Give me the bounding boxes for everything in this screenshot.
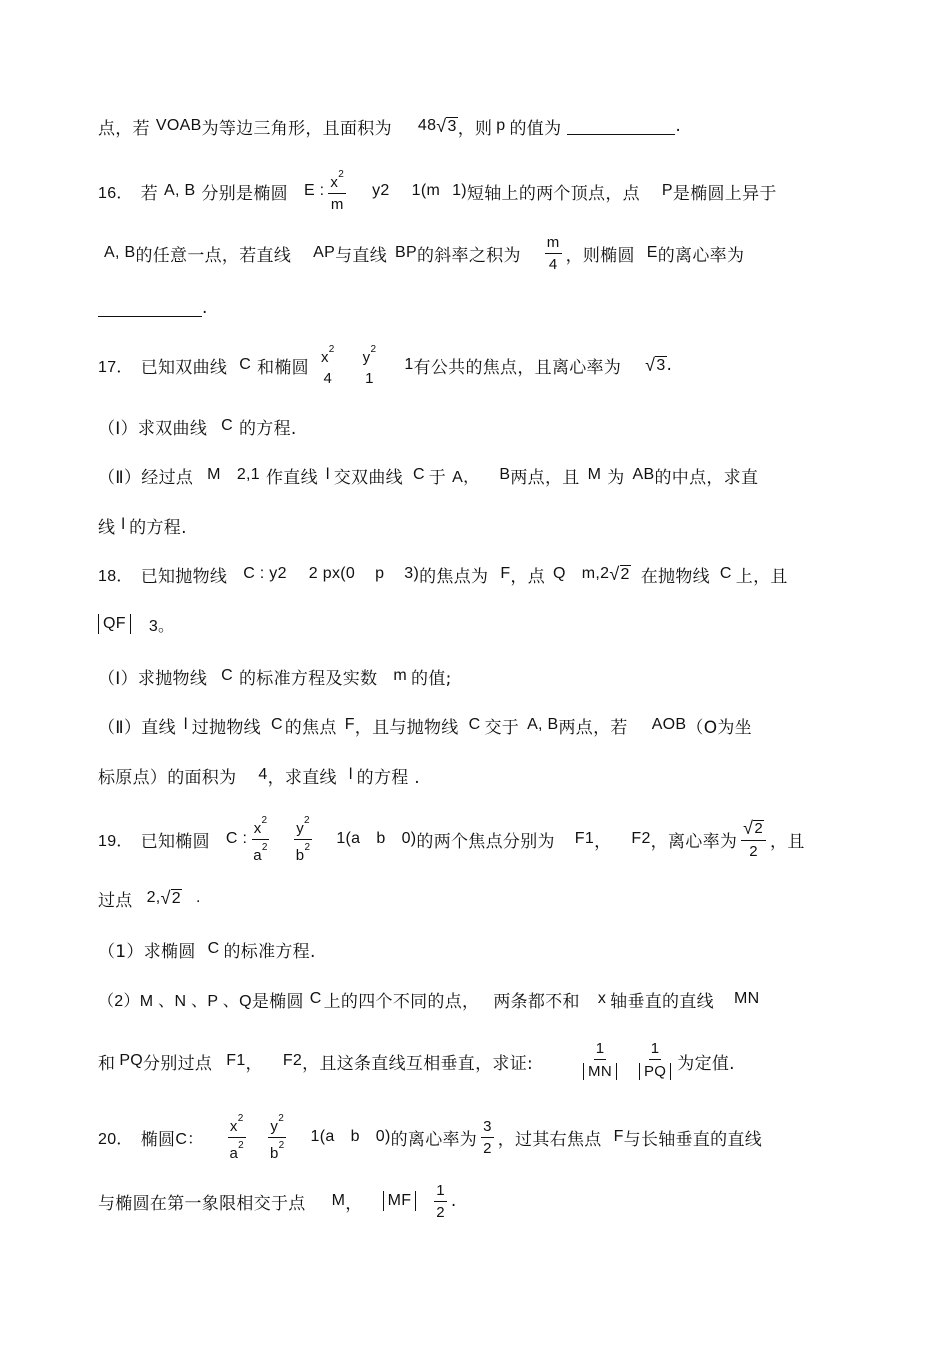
answer-blank xyxy=(567,118,675,135)
fraction: $y^2$ 1 xyxy=(362,343,377,387)
fraction: $\frac{1}{2}$ xyxy=(436,1181,445,1221)
question-18-line2: QF 3。 xyxy=(98,604,850,644)
fraction: $\frac{y^2}{b^2}$ xyxy=(295,814,311,864)
question-19: 19． 已知椭圆 C : $\frac{x^2}{a^2}$ $\frac{y^2}{b^2}$ 1(a b 0) 的两个焦点分别为 F 1 ， F 2 ，离心率为 √ 2 2 ，且 xyxy=(98,814,805,864)
question-18-part1: （Ⅰ）求抛物线 C 的标准方程及实数 m 的值; xyxy=(98,667,452,689)
question-19-part2: （2）M 、N 、P 、Q 是椭圆 C 上的四个不同的点， 两条都不和 x 轴垂直的直线 MN xyxy=(98,990,760,1012)
question-17: 17． 已知双曲线 C 和椭圆 $x^2$ 4 $y^2$ 1 1 有公共的焦点，且离心率为 √ 3 . xyxy=(98,343,673,387)
sqrt: √ 2 xyxy=(609,564,630,585)
question-19-part2-line2: 和 PQ 分别过点 F 1 ， F 2 ，且这条直线互相垂直，求证: $\frac{1}{MN}$ $\frac{1}{PQ}$ 为定值. xyxy=(98,1040,735,1080)
fraction: $\frac{x^2}{a^2}$ xyxy=(229,1112,244,1162)
question-17-part1: （Ⅰ）求双曲线 C 的方程. xyxy=(98,417,297,439)
fraction: $\frac{y^2}{b^2}$ xyxy=(270,1112,285,1162)
question-20: 20． 椭圆 C： $\frac{x^2}{a^2}$ $\frac{y^2}{b^2}$ 1(a b 0) 的离心率为 $\frac{3}{2}$ ，过其右焦点 F 与长轴垂直的直线 xyxy=(98,1112,763,1162)
question-17-part2: （Ⅱ）经过点 M 2,1 作直线 l 交双曲线 C 于 A， B 两点，且 M 为 AB 的中点，求直 xyxy=(98,466,759,488)
question-16: 16． 若 A, B 分别是椭圆 E : $\frac{x^2}{m}$ y 2 1(m 1) 短轴上的两个顶点，点 P 是椭圆上异于 xyxy=(98,169,777,213)
sqrt: √ 2 xyxy=(160,888,181,909)
fraction: $x^2$ 4 xyxy=(320,343,335,387)
fraction: $\frac{1}{PQ}$ xyxy=(637,1041,673,1081)
question-20-line2: 与椭圆在第一象限相交于点 M ， MF $\frac{1}{2}$ . xyxy=(98,1181,457,1221)
fraction: $\frac{m}{4}$ xyxy=(546,233,560,273)
fraction: $\frac{3}{2}$ xyxy=(483,1117,492,1157)
answer-blank xyxy=(98,300,202,317)
question-19-part1: （1）求椭圆 C 的标准方程. xyxy=(98,940,316,962)
question-19-line2: 过点 2, √ 2 . xyxy=(98,888,201,911)
question-16-line3: . xyxy=(98,288,850,328)
sqrt: √ 3 xyxy=(436,116,457,137)
question-18: 18． 已知抛物线 C : y 2 2 px(0 p 3) 的焦点为 F ，点 Q m,2 √ 2 在抛物线 C 上，且 xyxy=(98,564,788,587)
fraction: $\frac{1}{MN}$ xyxy=(581,1041,619,1081)
question-18-part2-line2: 标原点）的面积为 4 ，求直线 l 的方程 . xyxy=(98,766,420,788)
fraction: $\frac{x^2}{a^2}$ xyxy=(253,814,268,864)
question-16-line2: A, B 的任意一点，若直线 AP 与直线 BP 的斜率之积为 $\frac{m}{4}$ ，则椭圆 E 的离心率为 xyxy=(104,233,745,273)
sqrt: √ 3 xyxy=(645,355,666,376)
question-17-part2-line2: 线 l 的方程. xyxy=(98,516,187,538)
text-line: 点，若 VOAB 为等边三角形，且面积为 48 √ 3 ，则 p 的值为 . xyxy=(98,116,682,139)
question-18-part2: （Ⅱ）直线 l 过抛物线 C 的焦点 F ，且与抛物线 C 交于 A, B 两点，若 AOB （O为坐 xyxy=(98,716,752,738)
fraction: √ 2 2 xyxy=(741,819,766,859)
fraction: $\frac{x^2}{m}$ xyxy=(330,169,345,213)
